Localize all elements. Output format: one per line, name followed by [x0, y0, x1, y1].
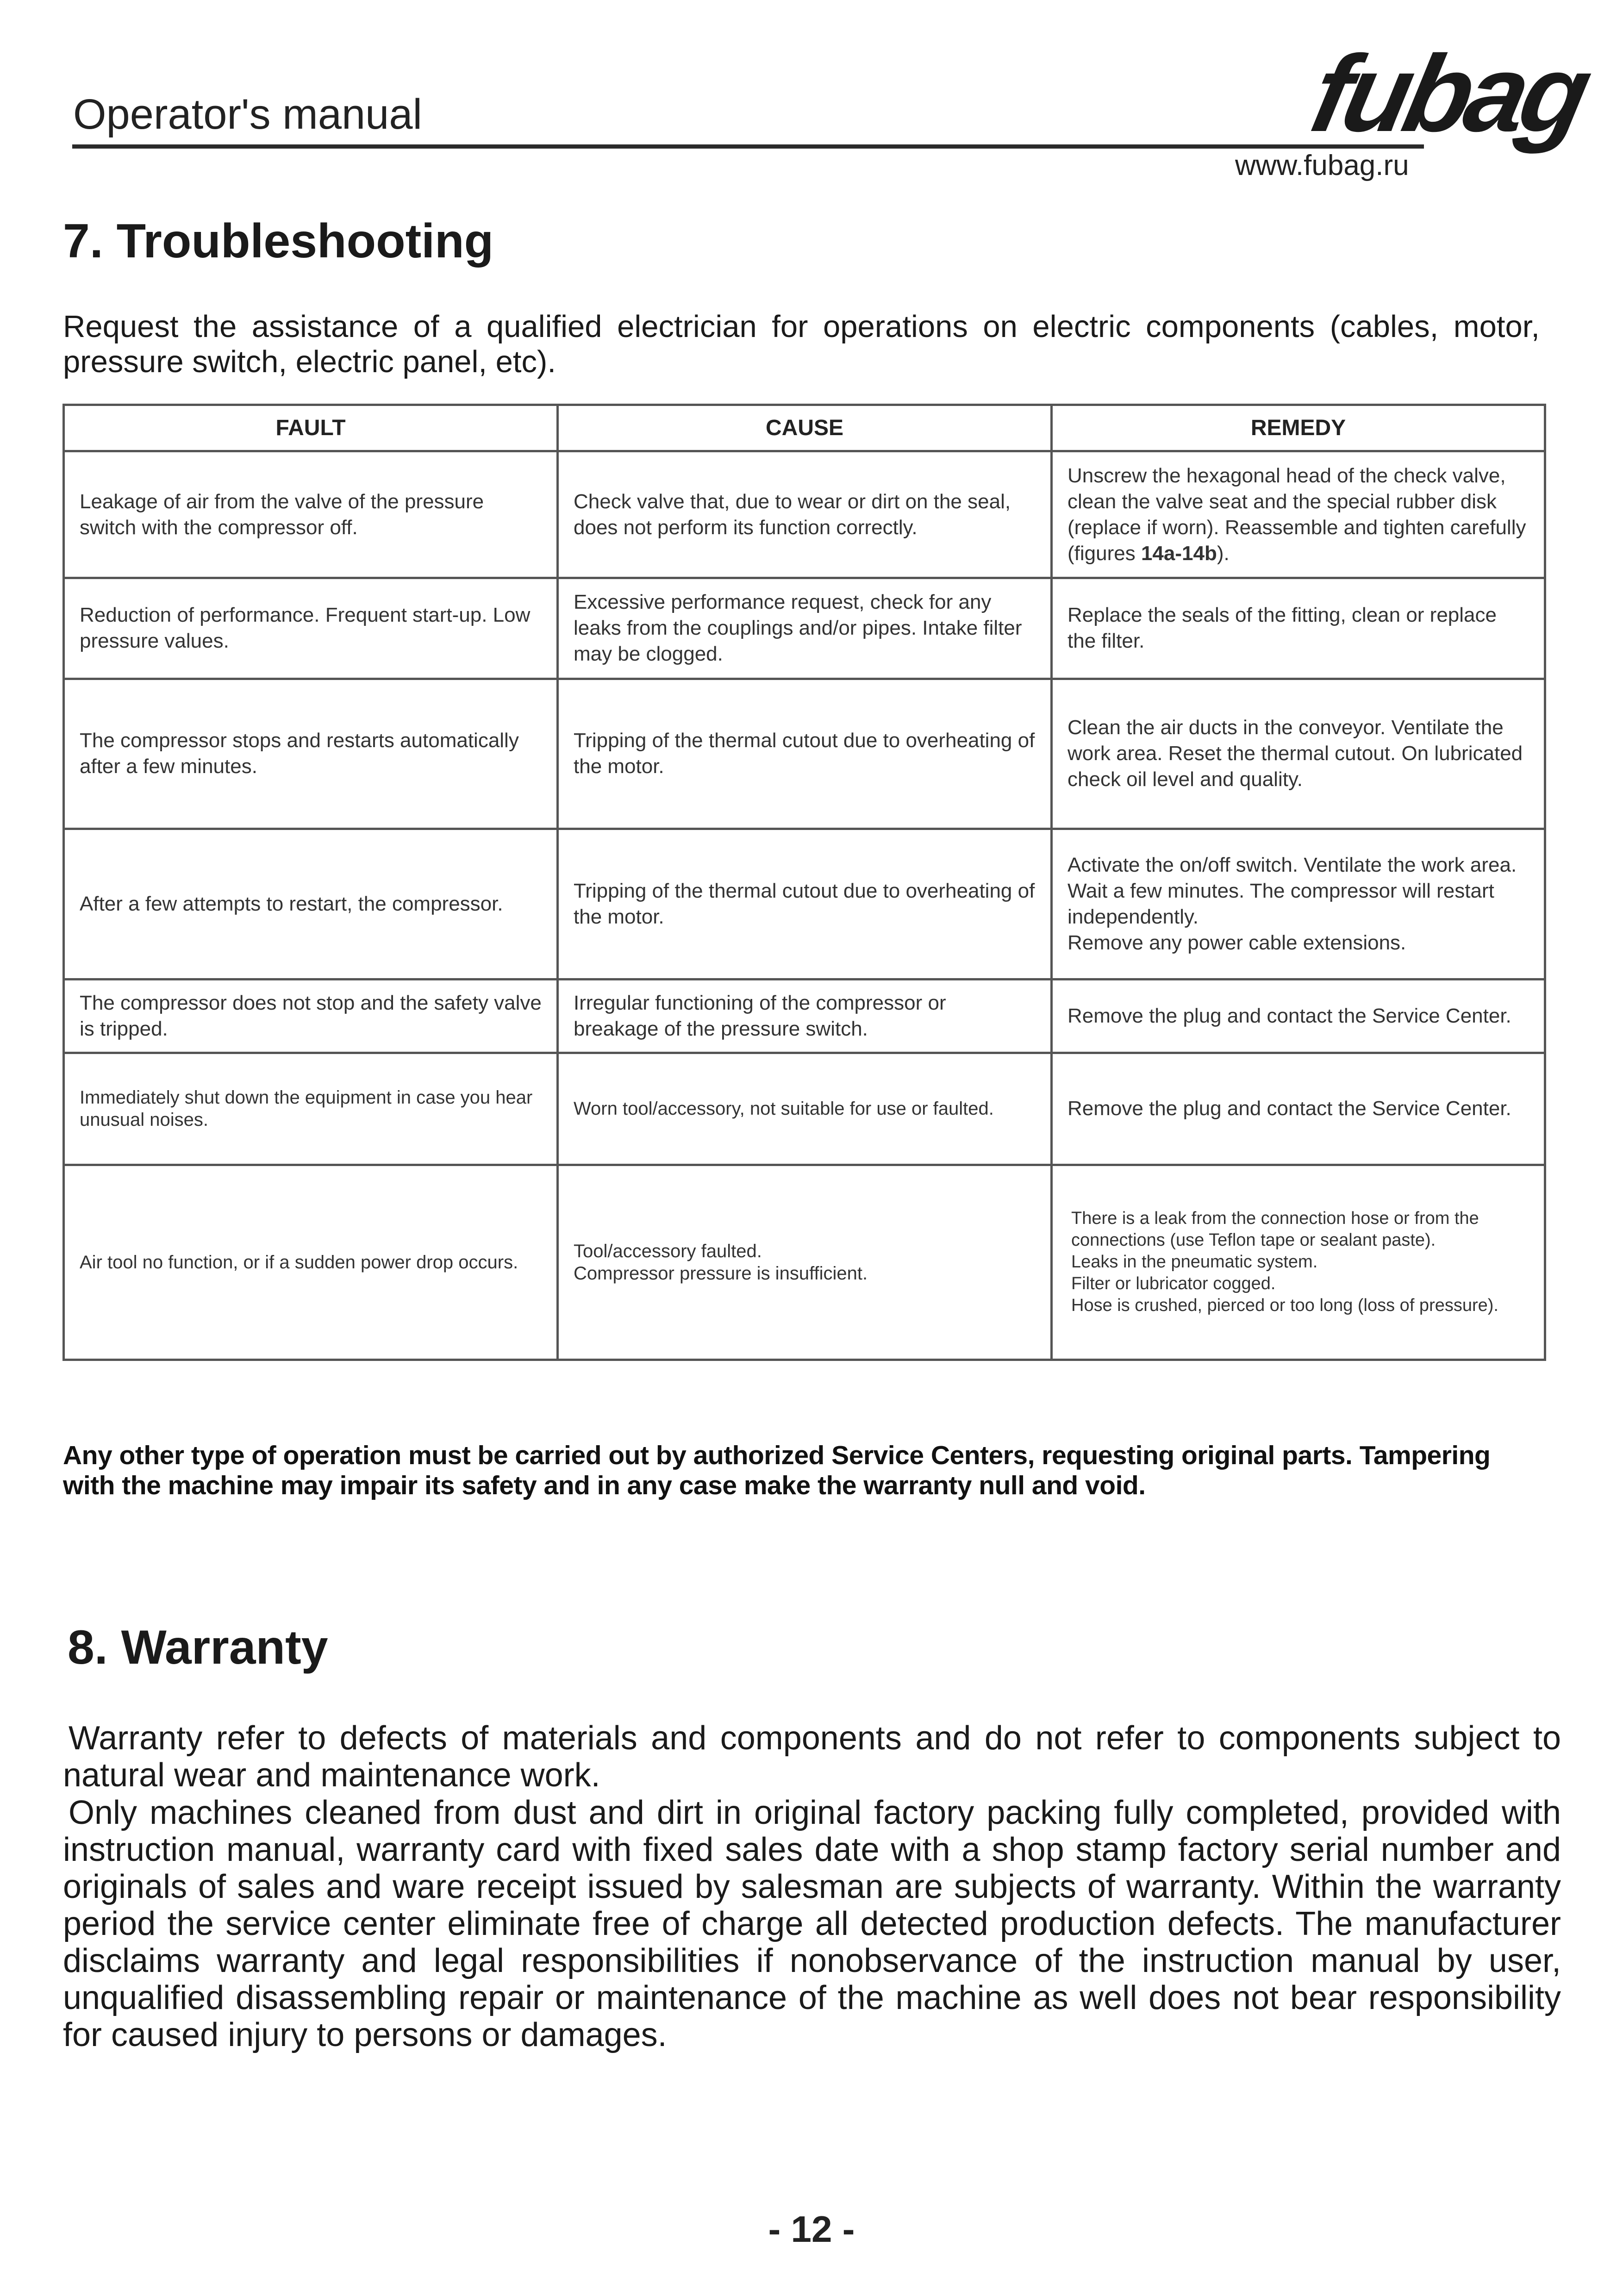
cause-cell: Check valve that, due to wear or dirt on the seal, does not perform its function correctly. [558, 451, 1052, 578]
remedy-cell [1052, 451, 1545, 578]
fault-cell: The compressor does not stop and the safety valve is tripped. [64, 979, 558, 1053]
fault-cell: After a few attempts to restart, the compressor. [64, 829, 558, 979]
table-row [64, 979, 1545, 1053]
column-header-cause: CAUSE [558, 405, 1052, 451]
column-header-fault: FAULT [64, 405, 558, 451]
remedy-cell: Remove the plug and contact the Service Center. [1052, 1053, 1545, 1165]
cause-cell: Tripping of the thermal cutout due to overheating of the motor. [558, 679, 1052, 829]
table-row [64, 1165, 1545, 1360]
cause-cell: Worn tool/accessory, not suitable for use or faulted. [558, 1053, 1052, 1165]
svg-text:fubag: fubag [1302, 33, 1596, 155]
fault-cell: The compressor stops and restarts automatically after a few minutes. [64, 679, 558, 829]
column-header-remedy: REMEDY [1052, 405, 1545, 451]
section-title-troubleshooting: 7. Troubleshooting [63, 214, 494, 268]
fault-cell: Air tool no function, or if a sudden power drop occurs. [64, 1165, 558, 1360]
section-title-warranty: 8. Warranty [68, 1621, 328, 1674]
manual-title: Operator's manual [73, 91, 422, 138]
table-row [64, 1053, 1545, 1165]
table-row [64, 679, 1545, 829]
website-url[interactable]: www.fubag.ru [1235, 150, 1409, 181]
troubleshooting-intro: Request the assistance of a qualified electrician for operations on electric components (cables, motor, pressure switch, electric panel, etc). [63, 309, 1540, 379]
remedy-cell: Activate the on/off switch. Ventilate the work area. Wait a few minutes. The compressor will restart independently. Remove any power cable extensions. [1052, 829, 1545, 979]
fault-cell: Reduction of performance. Frequent start-up. Low pressure values. [64, 578, 558, 679]
cause-cell: Irregular functioning of the compressor or breakage of the pressure switch. [558, 979, 1052, 1053]
service-warning: Any other type of operation must be carried out by authorized Service Centers, requesting original parts. Tampering with the machine may impair its safety and in any case make the warranty null and void. [63, 1441, 1491, 1500]
header-rule [72, 144, 1424, 149]
troubleshooting-table [62, 404, 1546, 1361]
remedy-text-end: ). [1217, 542, 1230, 565]
remedy-cell: Remove the plug and contact the Service Center. [1052, 979, 1545, 1053]
table-header-row [64, 405, 1545, 451]
warranty-paragraph: Only machines cleaned from dust and dirt in original factory packing fully completed, provided with instruction manual, warranty card with fixed sales date with a shop stamp factory serial number and originals of sales and ware receipt issued by salesman are subjects of warranty. Within the warranty period the service center eliminate free of charge all detected production defects. The manufacturer disclaims warranty and legal responsibilities if nonobservance of the instruction manual by user, unqualified disassembling repair or maintenance of the machine as well does not bear responsibility for caused injury to persons or damages. [63, 1794, 1561, 2053]
remedy-cell: Clean the air ducts in the conveyor. Ventilate the work area. Reset the thermal cutout. On lubricated check oil level and quality. [1052, 679, 1545, 829]
cause-cell: Tool/accessory faulted. Compressor pressure is insufficient. [558, 1165, 1052, 1360]
page-number: - 12 - [768, 2209, 855, 2250]
cause-cell: Tripping of the thermal cutout due to overheating of the motor. [558, 829, 1052, 979]
remedy-text: Unscrew the hexagonal head of the check valve, clean the valve seat and the special rubber disk (replace if worn). Reassemble and tighten carefully (figures [1067, 464, 1526, 565]
fault-cell: Leakage of air from the valve of the pressure switch with the compressor off. [64, 451, 558, 578]
table-row [64, 451, 1545, 578]
cause-cell: Excessive performance request, check for any leaks from the couplings and/or pipes. Intake filter may be clogged. [558, 578, 1052, 679]
table-row [64, 829, 1545, 979]
table-row [64, 578, 1545, 679]
remedy-cell: There is a leak from the connection hose or from the connections (use Teflon tape or sealant paste). Leaks in the pneumatic system. Filter or lubricator cogged. Hose is crushed, pierced or too long (loss of pressure). [1052, 1165, 1545, 1360]
remedy-cell: Replace the seals of the fitting, clean or replace the filter. [1052, 578, 1545, 679]
warranty-paragraph: Warranty refer to defects of materials and components and do not refer to components subject to natural wear and maintenance work. [63, 1720, 1561, 1794]
fault-cell: Immediately shut down the equipment in case you hear unusual noises. [64, 1053, 558, 1165]
figure-reference: 14a-14b [1141, 542, 1217, 565]
